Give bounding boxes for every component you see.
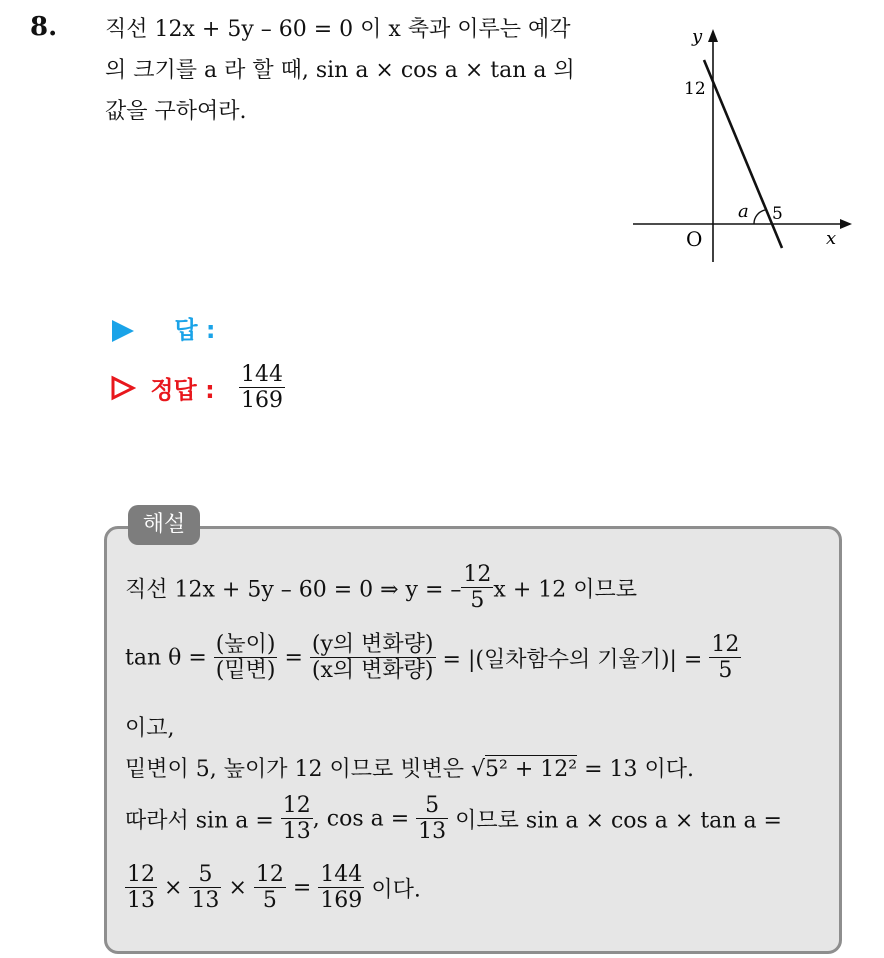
answer-label: 답 :	[174, 316, 216, 344]
sol-line6-fraction-2	[189, 862, 221, 914]
sol-line6-fraction-3	[254, 862, 286, 914]
y-intercept-label: 12	[684, 79, 706, 99]
times-sign: ×	[164, 875, 183, 901]
answer-denominator: 169	[241, 388, 284, 414]
frac-numerator: (y의 변화량)	[311, 632, 434, 657]
sol-line1-suffix: x + 12 이므로	[493, 577, 637, 603]
frac-numerator: 12	[127, 862, 155, 887]
question-text-line-1: 직선 12x + 5y – 60 = 0 이 x 축과 이루는 예각	[105, 17, 571, 42]
sol-line2-prefix: tan θ =	[125, 645, 207, 671]
angle-arc	[754, 210, 765, 224]
solution-line-6	[125, 862, 421, 914]
sol-line5-prefix: 따라서 sin a =	[125, 808, 274, 834]
play-triangle-icon	[110, 318, 136, 344]
sqrt-expression	[471, 755, 577, 782]
sqrt-radicand: 5² + 12²	[485, 757, 578, 782]
correct-answer-value	[239, 362, 285, 414]
frac-denominator: 5	[470, 588, 485, 614]
sol-line5-fraction-2	[416, 793, 448, 845]
x-intercept-label: 5	[772, 204, 783, 224]
sol-line6-fraction-4	[318, 862, 364, 914]
frac-denominator: 13	[127, 888, 155, 914]
sol-line2-fraction-2	[310, 632, 436, 684]
correct-answer-row	[110, 362, 285, 414]
times-sign: ×	[228, 875, 247, 901]
solution-line-2	[125, 632, 741, 684]
sol-line1-fraction	[461, 562, 493, 614]
frac-denominator: 169	[320, 888, 363, 914]
x-axis-arrow-icon	[840, 219, 852, 229]
sol-line1-prefix: 직선 12x + 5y – 60 = 0 ⇒ y = –	[125, 577, 462, 603]
frac-numerator: 5	[189, 862, 221, 888]
sol-line5-mid: , cos a =	[312, 806, 410, 832]
solution-line-5	[125, 793, 782, 845]
sol-line2-fraction-1	[214, 632, 278, 684]
sol-line4-prefix: 밑변이 5, 높이가 12 이므로 빗변은	[125, 757, 464, 782]
y-axis-arrow-icon	[708, 29, 718, 42]
frac-denominator: 5	[262, 888, 277, 914]
origin-label: O	[686, 227, 703, 251]
angle-label: a	[738, 201, 749, 222]
frac-numerator: 12	[255, 862, 284, 887]
outline-triangle-icon	[110, 375, 136, 401]
sol-line2-fraction-3	[709, 632, 741, 684]
frac-denominator: 5	[718, 658, 733, 684]
frac-denominator: 13	[282, 819, 311, 845]
solution-line-1	[125, 562, 637, 614]
frac-numerator: 12	[463, 562, 492, 587]
sqrt-icon: √	[470, 757, 486, 782]
equals-sign: =	[284, 645, 303, 671]
sol-line6-suffix: 이다.	[371, 877, 421, 903]
sol-line5-suffix: 이므로 sin a × cos a × tan a =	[455, 808, 782, 834]
question-text-line-2: 의 크기를 a 라 할 때, sin a × cos a × tan a 의	[105, 58, 575, 83]
sol-line4-suffix: = 13 이다.	[584, 757, 694, 782]
answer-row	[110, 310, 216, 345]
answer-numerator: 144	[241, 362, 284, 387]
frac-denominator: (x의 변화량)	[311, 658, 434, 684]
solution-line-4	[125, 752, 694, 783]
frac-denominator: 13	[418, 819, 447, 845]
sol-line2-mid: = |(일차함수의 기울기)| =	[442, 647, 703, 673]
correct-answer-label: 정답 :	[150, 376, 215, 405]
frac-numerator: 5	[416, 793, 448, 819]
solution-line-3: 이고,	[125, 716, 175, 741]
equals-sign: =	[292, 875, 312, 901]
frac-numerator: 144	[320, 862, 363, 887]
question-number: 8.	[30, 12, 58, 42]
frac-numerator: (높이)	[215, 632, 276, 657]
coordinate-figure	[628, 24, 868, 270]
solution-tab: 해설	[128, 505, 200, 545]
sol-line6-fraction-1	[125, 862, 157, 914]
x-axis-label: x	[826, 228, 837, 249]
frac-denominator: (밑변)	[215, 658, 276, 684]
frac-denominator: 13	[191, 888, 220, 914]
frac-numerator: 12	[711, 632, 740, 657]
question-text-line-3: 값을 구하여라.	[105, 99, 247, 124]
y-axis-label: y	[692, 26, 703, 47]
frac-numerator: 12	[282, 793, 311, 818]
sol-line5-fraction-1	[281, 793, 313, 845]
